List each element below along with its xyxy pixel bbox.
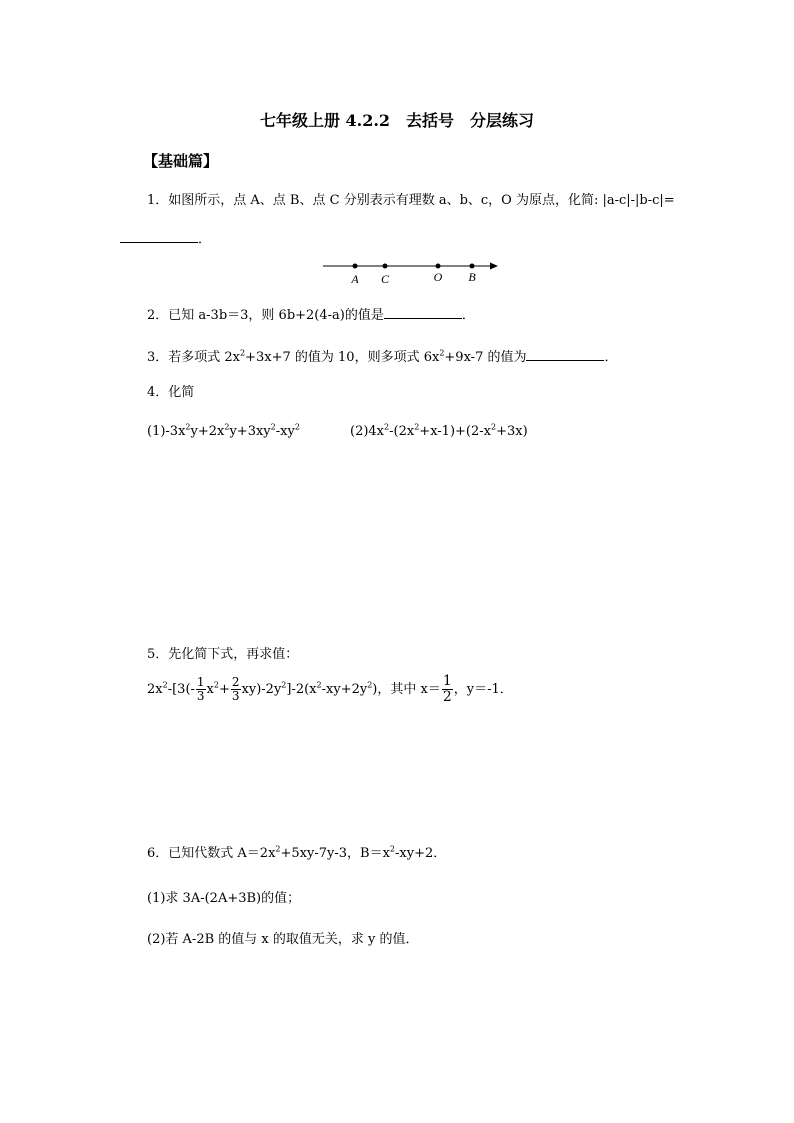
denominator: 2: [442, 689, 452, 705]
q3-text-1: 3．若多项式 2x: [147, 350, 241, 365]
exponent: 2: [281, 680, 287, 690]
question-6: [147, 846, 446, 862]
answer-blank: [526, 348, 604, 361]
question-4-label: 4．化简: [147, 385, 195, 400]
expr: -[3(-: [167, 682, 195, 697]
denominator: 3: [231, 689, 240, 703]
exponent: 2: [185, 422, 191, 432]
fraction-two-thirds: [231, 676, 241, 703]
label-c: C: [380, 272, 390, 286]
fraction-one-third: [196, 676, 206, 703]
point-b: [470, 264, 475, 269]
numerator: 2: [231, 675, 240, 689]
expr: 6．已知代数式 A＝2x: [147, 846, 276, 861]
expr: (2)4x: [350, 424, 385, 439]
exponent: 2: [162, 680, 168, 690]
exponent: 2: [389, 844, 395, 854]
number-line-arrow: [490, 263, 498, 270]
question-2-text: 2．已知 a-3b＝3，则 6b+2(4-a)的值是: [147, 308, 384, 323]
expr: )，其中 x＝: [372, 682, 441, 697]
exponent: 2: [270, 422, 276, 432]
exponent: 2: [294, 422, 300, 432]
answer-blank: [120, 230, 198, 243]
exponent: 2: [367, 680, 373, 690]
expr: (1)-3x: [147, 424, 186, 439]
label-a: A: [351, 272, 359, 286]
question-2: [147, 306, 475, 324]
page-title: 七年级上册 4.2.2 去括号 分层练习: [259, 111, 535, 130]
q3-text-3: +9x-7 的值为: [444, 350, 527, 365]
denominator: 3: [196, 689, 205, 703]
numerator: 1: [442, 673, 452, 689]
question-4-part-2: [350, 424, 528, 440]
section-heading: 【基础篇】: [143, 152, 219, 170]
numerator: 1: [196, 675, 205, 689]
expr: +5xy-7y-3，B＝x: [280, 846, 390, 861]
expr: 2x: [147, 682, 163, 697]
expr: -xy+2y: [321, 682, 368, 697]
question-1-answer-line: [120, 230, 211, 248]
exponent: 2: [491, 422, 497, 432]
expr: ，y＝-1．: [453, 682, 513, 697]
exponent: 2: [275, 844, 281, 854]
expr: xy)-2y: [241, 682, 282, 697]
point-a: [353, 264, 358, 269]
point-c: [383, 264, 388, 269]
exponent: 2: [414, 422, 420, 432]
question-3: [147, 348, 618, 366]
period: ．: [604, 350, 618, 365]
fraction-one-half: [442, 674, 453, 705]
expr: -(2x: [389, 424, 415, 439]
question-4-part-1: [147, 424, 300, 440]
period: ．: [198, 232, 212, 247]
question-1-text: 1．如图所示，点 A、点 B、点 C 分别表示有理数 a、b、c，O 为原点，化简: |a-c|-|b-c|=: [147, 193, 675, 208]
expr: -xy+2．: [395, 846, 447, 861]
question-6-part-1: (1)求 3A-(2A+3B)的值；: [147, 891, 301, 906]
exponent: 2: [213, 680, 219, 690]
expr: -xy: [275, 424, 295, 439]
expr: x: [206, 682, 214, 697]
expr: +: [218, 682, 230, 697]
number-line: [315, 255, 510, 290]
label-o: O: [433, 270, 443, 284]
q3-text-2: +3x+7 的值为 10，则多项式 6x: [245, 350, 440, 365]
label-b: B: [468, 270, 476, 284]
point-o: [436, 264, 441, 269]
period: ．: [461, 308, 475, 323]
exponent: 2: [224, 422, 230, 432]
answer-blank: [384, 306, 462, 319]
question-5-expression: [147, 674, 513, 705]
exponent: 2: [439, 348, 445, 358]
question-6-part-2: (2)若 A-2B 的值与 x 的取值无关，求 y 的值．: [147, 932, 419, 947]
expr: +x-1)+(2-x: [419, 424, 491, 439]
expr: y+2x: [190, 424, 225, 439]
expr: ]-2(x: [286, 682, 317, 697]
exponent: 2: [240, 348, 246, 358]
expr: +3x): [496, 424, 528, 439]
question-5-label: 5．先化简下式，再求值：: [147, 647, 299, 662]
expr: y+3xy: [229, 424, 271, 439]
exponent: 2: [316, 680, 322, 690]
exponent: 2: [384, 422, 390, 432]
